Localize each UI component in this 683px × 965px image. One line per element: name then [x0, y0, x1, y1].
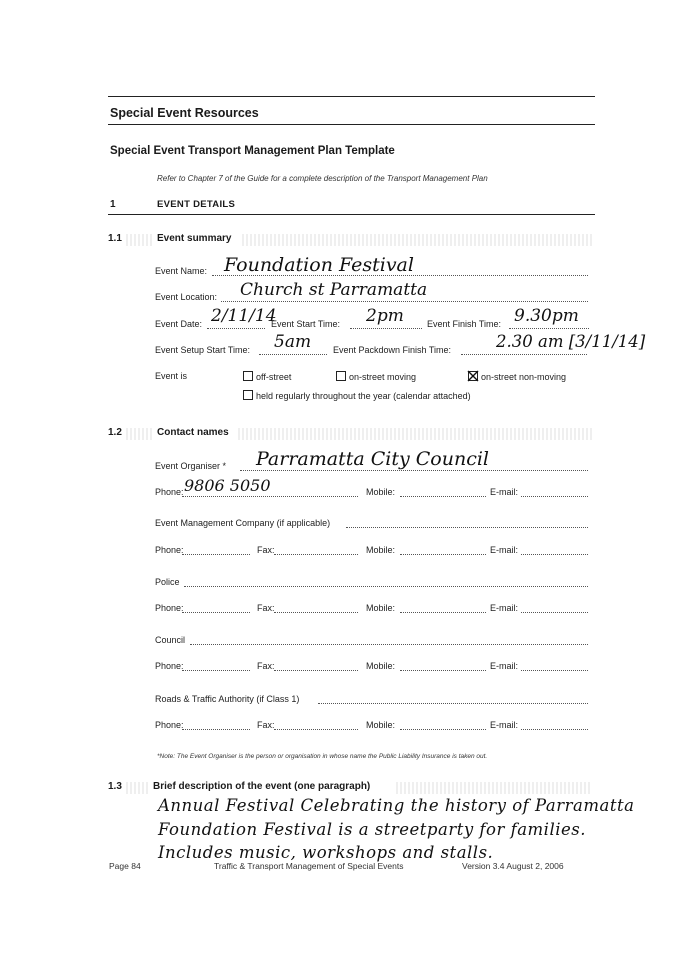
packdown-line: [461, 354, 587, 355]
management-phone-line: [182, 554, 250, 555]
rta-phone-line: [182, 729, 250, 730]
management-line: [346, 527, 588, 528]
contacts-shade-left: [126, 428, 154, 440]
summary-shade-left: [126, 234, 154, 246]
council-line: [190, 644, 588, 645]
refer-note: Refer to Chapter 7 of the Guide for a complete description of the Transport Management Plan: [157, 174, 488, 183]
event-location-value[interactable]: Church st Parramatta: [240, 280, 428, 300]
rta-fax-line: [274, 729, 358, 730]
contacts-number: 1.2: [108, 427, 122, 438]
organiser-email-line: [521, 496, 588, 497]
description-line-1[interactable]: Annual Festival Celebrating the history of Parramatta: [158, 796, 635, 815]
management-fax-label: Fax:: [257, 545, 275, 555]
off-street-text: off-street: [256, 372, 292, 382]
event-location-label: Event Location:: [155, 292, 218, 302]
contacts-title: Contact names: [157, 427, 229, 438]
organiser-phone-label: Phone:: [155, 487, 184, 497]
finish-time-line: [509, 328, 589, 329]
rta-mobile-line: [400, 729, 486, 730]
organiser-email-label: E-mail:: [490, 487, 519, 497]
regular-text: held regularly throughout the year (calendar attached): [256, 391, 471, 401]
start-time-value[interactable]: 2pm: [366, 306, 404, 326]
management-email-line: [521, 554, 588, 555]
organiser-mobile-line: [400, 496, 486, 497]
top-rule: [108, 96, 595, 97]
description-title: Brief description of the event (one paragraph): [153, 781, 371, 792]
rta-email-line: [521, 729, 588, 730]
police-fax-line: [274, 612, 358, 613]
start-time-label: Event Start Time:: [271, 319, 341, 329]
check-mark-icon: [467, 370, 479, 382]
section-title: EVENT DETAILS: [157, 199, 236, 210]
management-mobile-line: [400, 554, 486, 555]
packdown-value[interactable]: 2.30 am [3/11/14]: [496, 332, 646, 351]
organiser-phone-line: [182, 496, 358, 497]
description-line-3[interactable]: Includes music, workshops and stalls.: [158, 843, 494, 862]
council-label: Council: [155, 635, 186, 645]
resources-title: Special Event Resources: [110, 106, 259, 120]
option-off-street[interactable]: [243, 371, 291, 382]
finish-time-value[interactable]: 9.30pm: [514, 306, 579, 326]
event-name-label: Event Name:: [155, 266, 208, 276]
management-fax-line: [274, 554, 358, 555]
organiser-value[interactable]: Parramatta City Council: [256, 448, 490, 470]
police-phone-line: [182, 612, 250, 613]
template-title: Special Event Transport Management Plan Template: [110, 145, 395, 157]
summary-title: Event summary: [157, 233, 232, 244]
police-email-line: [521, 612, 588, 613]
rta-fax-label: Fax:: [257, 720, 275, 730]
police-mobile-label: Mobile:: [366, 603, 396, 613]
event-date-value[interactable]: 2/11/14: [211, 306, 277, 326]
on-street-moving-text: on-street moving: [349, 372, 417, 382]
event-date-line: [207, 328, 265, 329]
event-date-label: Event Date:: [155, 319, 203, 329]
packdown-label: Event Packdown Finish Time:: [333, 345, 452, 355]
contacts-shade-right: [238, 428, 592, 440]
police-fax-label: Fax:: [257, 603, 275, 613]
council-email-label: E-mail:: [490, 661, 519, 671]
option-on-street-moving[interactable]: [336, 371, 416, 382]
rta-mobile-label: Mobile:: [366, 720, 396, 730]
rta-line: [318, 703, 588, 704]
on-street-moving-checkbox[interactable]: [336, 371, 346, 381]
council-fax-label: Fax:: [257, 661, 275, 671]
police-line: [184, 586, 588, 587]
management-label: Event Management Company (if applicable): [155, 518, 331, 528]
setup-label: Event Setup Start Time:: [155, 345, 251, 355]
rta-phone-label: Phone:: [155, 720, 184, 730]
organiser-marker: *: [222, 461, 227, 471]
description-number: 1.3: [108, 781, 122, 792]
rta-email-label: E-mail:: [490, 720, 519, 730]
police-phone-label: Phone:: [155, 603, 184, 613]
organiser-mobile-label: Mobile:: [366, 487, 396, 497]
management-phone-label: Phone:: [155, 545, 184, 555]
finish-time-label: Event Finish Time:: [427, 319, 502, 329]
council-phone-line: [182, 670, 250, 671]
description-shade-left: [126, 782, 150, 794]
rta-label: Roads & Traffic Authority (if Class 1): [155, 694, 300, 704]
description-shade-right: [396, 782, 592, 794]
management-mobile-label: Mobile:: [366, 545, 396, 555]
organiser-label: [155, 461, 226, 471]
regular-checkbox[interactable]: [243, 390, 253, 400]
summary-shade-right: [242, 234, 592, 246]
council-email-line: [521, 670, 588, 671]
organiser-label-text: Event Organiser: [155, 461, 221, 471]
council-mobile-line: [400, 670, 486, 671]
council-phone-label: Phone:: [155, 661, 184, 671]
council-mobile-label: Mobile:: [366, 661, 396, 671]
police-label: Police: [155, 577, 180, 587]
setup-value[interactable]: 5am: [274, 332, 312, 352]
event-name-value[interactable]: Foundation Festival: [224, 254, 414, 276]
event-is-label: Event is: [155, 371, 188, 381]
organiser-note: *Note: The Event Organiser is the person or organisation in whose name the Public Liability Insurance is taken out.: [157, 753, 488, 760]
on-street-non-moving-text: on-street non-moving: [481, 372, 567, 382]
event-location-line: [221, 301, 588, 302]
organiser-line: [240, 470, 588, 471]
footer-version: Version 3.4 August 2, 2006: [462, 861, 564, 871]
description-line-2[interactable]: Foundation Festival is a streetparty for families.: [158, 820, 586, 839]
management-email-label: E-mail:: [490, 545, 519, 555]
summary-number: 1.1: [108, 233, 122, 244]
council-fax-line: [274, 670, 358, 671]
section-rule: [108, 214, 595, 215]
option-on-street-non-moving[interactable]: [468, 371, 566, 382]
footer-title: Traffic & Transport Management of Special Events: [214, 861, 404, 871]
off-street-checkbox[interactable]: [243, 371, 253, 381]
on-street-non-moving-checkbox[interactable]: [468, 371, 478, 381]
police-email-label: E-mail:: [490, 603, 519, 613]
organiser-phone-value[interactable]: 9806 5050: [184, 476, 271, 495]
police-mobile-line: [400, 612, 486, 613]
option-regular[interactable]: [243, 390, 471, 401]
header-rule: [108, 124, 595, 125]
footer-page: Page 84: [109, 861, 141, 871]
setup-line: [259, 354, 327, 355]
start-time-line: [350, 328, 422, 329]
section-number: 1: [110, 199, 116, 210]
